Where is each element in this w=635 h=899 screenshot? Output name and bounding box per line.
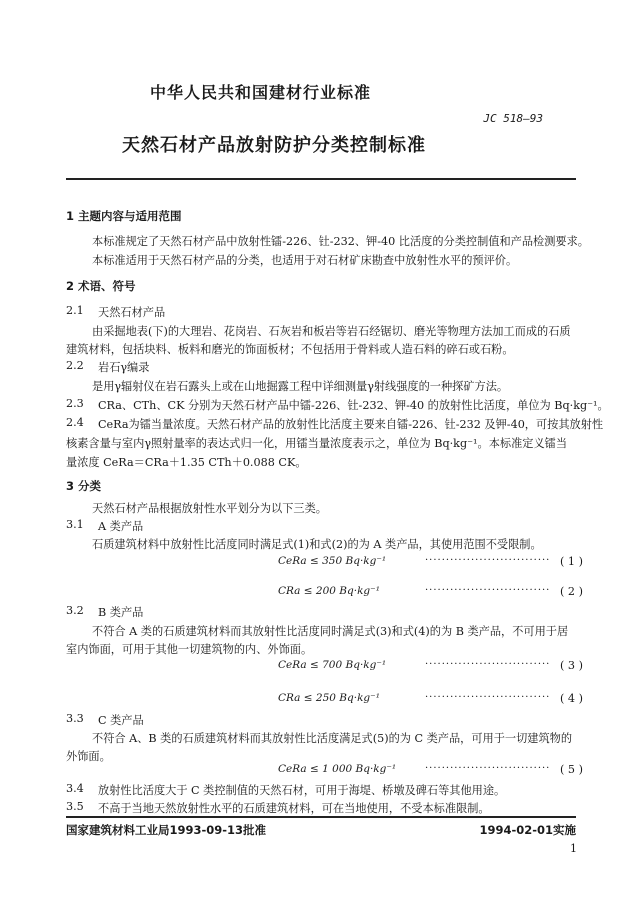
approval-line: 国家建筑材料工业局1993-09-13批准 [66, 823, 267, 837]
clause-2-1-number: 2.1 [66, 304, 84, 317]
formula-1-label: ( 1 ) [560, 555, 583, 568]
clause-3-3-term: C 类产品 [98, 714, 144, 727]
clause-3-1-number: 3.1 [66, 518, 84, 531]
clause-3-5-line-1: 不高于当地天然放射性水平的石质建筑材料，可在当地使用，不受本标准限制。 [98, 802, 490, 815]
formula-1-expression: CeRa ≤ 350 Bq·kg⁻¹ [278, 555, 387, 567]
formula-5-label: ( 5 ) [560, 763, 583, 776]
org-title: 中华人民共和国建材行业标准 [150, 83, 372, 102]
clause-3-4-number: 3.4 [66, 782, 84, 795]
formula-4-leader: ······························ [425, 692, 551, 703]
section-1-para-1: 本标准规定了天然石材产品中放射性镭-226、钍-232、钾-40 比活度的分类控制值和产品检测要求。 [92, 235, 589, 248]
formula-4-expression: CRa ≤ 250 Bq·kg⁻¹ [278, 692, 380, 704]
formula-3-expression: CeRa ≤ 700 Bq·kg⁻¹ [278, 659, 387, 671]
formula-3-label: ( 3 ) [560, 659, 583, 672]
clause-2-1-line-2: 建筑材料，包括块料、板料和磨光的饰面板材；不包括用于骨料或人造石料的碎石或石粉。 [66, 343, 514, 356]
clause-2-2-number: 2.2 [66, 359, 84, 372]
clause-3-4-line-1: 放射性比活度大于 C 类控制值的天然石材，可用于海堤、桥墩及碑石等其他用途。 [98, 784, 506, 797]
formula-4-label: ( 4 ) [560, 692, 583, 705]
clause-3-5-number: 3.5 [66, 800, 84, 813]
formula-2-label: ( 2 ) [560, 585, 583, 598]
clause-2-2-line-1: 是用γ辐射仪在岩石露头上或在山地掘露工程中详细测量γ射线强度的一种探矿方法。 [92, 380, 509, 393]
clause-3-3-line-2: 外饰面。 [66, 750, 111, 763]
formula-2-expression: CRa ≤ 200 Bq·kg⁻¹ [278, 585, 380, 597]
clause-3-1-term: A 类产品 [98, 520, 144, 533]
effective-date-line: 1994-02-01实施 [479, 823, 576, 837]
clause-2-4-line-3: 量浓度 CeRa＝CRa＋1.35 CTh＋0.088 CK。 [66, 456, 307, 469]
formula-1-leader: ······························ [425, 555, 551, 566]
section-3-title: 3 分类 [66, 479, 102, 493]
section-3-para-1: 天然石材产品根据放射性水平划分为以下三类。 [92, 502, 327, 515]
clause-3-2-line-2: 室内饰面，可用于其他一切建筑物的内、外饰面。 [66, 643, 313, 656]
clause-2-4-line-1: CeRa为镭当量浓度。天然石材产品的放射性比活度主要来自镭-226、钍-232 及钾-40，可按其放射性 [98, 418, 604, 431]
clause-3-2-term: B 类产品 [98, 606, 144, 619]
formula-5-expression: CeRa ≤ 1 000 Bq·kg⁻¹ [278, 763, 397, 775]
clause-2-4-number: 2.4 [66, 416, 84, 429]
clause-2-3-line-1: CRa、CTh、CK 分别为天然石材产品中镭-226、钍-232、钾-40 的放射性比活度，单位为 Bq·kg⁻¹。 [98, 399, 609, 412]
formula-2-leader: ······························ [425, 585, 551, 596]
formula-3-leader: ······························ [425, 659, 551, 670]
standard-code: JC 518—93 [483, 112, 543, 125]
section-1-para-2: 本标准适用于天然石材产品的分类，也适用于对石材矿床勘查中放射性水平的预评价。 [92, 254, 518, 267]
clause-2-1-line-1: 由采掘地表(下)的大理岩、花岗岩、石灰岩和板岩等岩石经锯切、磨光等物理方法加工而成的石质 [92, 325, 571, 338]
section-1-title: 1 主题内容与适用范围 [66, 209, 182, 223]
clause-3-2-line-1: 不符合 A 类的石质建筑材料而其放射性比活度同时满足式(3)和式(4)的为 B 类产品，不可用于居 [92, 625, 569, 638]
clause-2-2-term: 岩石γ编录 [98, 361, 150, 374]
clause-2-3-number: 2.3 [66, 397, 84, 410]
clause-3-3-line-1: 不符合 A、B 类的石质建筑材料而其放射性比活度满足式(5)的为 C 类产品，可用于一切建筑物的 [92, 732, 573, 745]
clause-3-3-number: 3.3 [66, 712, 84, 725]
section-2-title: 2 术语、符号 [66, 279, 136, 293]
document-title: 天然石材产品放射防护分类控制标准 [122, 135, 426, 156]
clause-3-1-line-1: 石质建筑材料中放射性比活度同时满足式(1)和式(2)的为 A 类产品，其使用范围不受限制。 [92, 538, 542, 551]
page-number: 1 [570, 842, 577, 855]
formula-5-leader: ······························ [425, 763, 551, 774]
clause-2-4-line-2: 核素含量与室内γ照射量率的表达式归一化，用镭当量浓度表示之，单位为 Bq·kg⁻¹。本标准定义镭当 [66, 437, 568, 450]
header-rule [66, 178, 576, 180]
footer-rule [66, 816, 576, 818]
clause-2-1-term: 天然石材产品 [98, 306, 166, 319]
clause-3-2-number: 3.2 [66, 604, 84, 617]
